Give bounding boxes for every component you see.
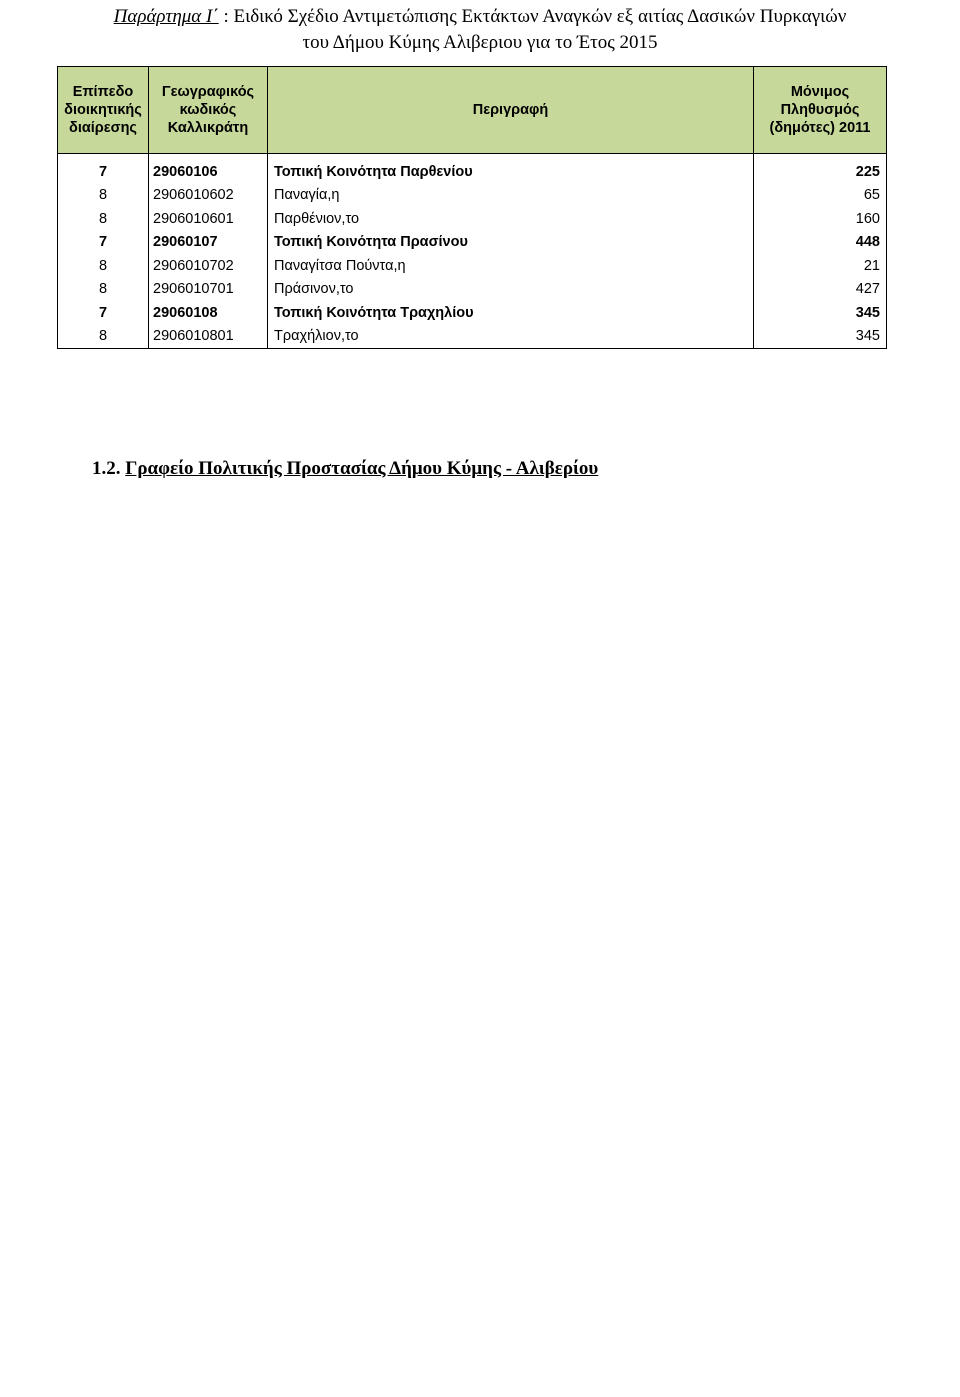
table-row [58, 207, 887, 231]
cell-level: 8 [58, 254, 149, 278]
table-row [58, 301, 887, 325]
cell-population: 160 [754, 207, 887, 231]
table-row [58, 154, 887, 184]
cell-code: 2906010702 [149, 254, 268, 278]
cell-code: 2906010801 [149, 325, 268, 349]
cell-description: Παναγία,η [268, 184, 754, 208]
cell-level: 8 [58, 207, 149, 231]
col-header-description: Περιγραφή [268, 67, 754, 154]
table-header-row [58, 67, 887, 154]
cell-population: 345 [754, 325, 887, 349]
cell-code: 29060107 [149, 231, 268, 255]
cell-population: 65 [754, 184, 887, 208]
col-header-code: Γεωγραφικός κωδικός Καλλικράτη [149, 67, 268, 154]
section-number: 1.2. [92, 458, 126, 479]
table-row [58, 278, 887, 302]
cell-description: Τραχήλιον,το [268, 325, 754, 349]
cell-level: 8 [58, 325, 149, 349]
cell-description: Τοπική Κοινότητα Τραχηλίου [268, 301, 754, 325]
cell-code: 2906010601 [149, 207, 268, 231]
cell-description: Τοπική Κοινότητα Παρθενίου [268, 154, 754, 184]
col-header-population: Μόνιμος Πληθυσμός (δημότες) 2011 [754, 67, 887, 154]
cell-description: Παναγίτσα Πούντα,η [268, 254, 754, 278]
cell-level: 7 [58, 231, 149, 255]
table-row [58, 254, 887, 278]
cell-code: 2906010602 [149, 184, 268, 208]
table-row [58, 231, 887, 255]
cell-description: Παρθένιον,το [268, 207, 754, 231]
cell-code: 2906010701 [149, 278, 268, 302]
cell-level: 7 [58, 154, 149, 184]
header-title: : Ειδικό Σχέδιο Αντιμετώπισης Εκτάκτων Αναγκών εξ αιτίας Δασικών Πυρκαγιών [218, 6, 847, 27]
cell-population: 427 [754, 278, 887, 302]
annex-label: Παράρτημα Ι΄ [113, 6, 219, 27]
section-title: Γραφείο Πολιτικής Προστασίας Δήμου Κύμης - Αλιβερίου [125, 458, 599, 479]
cell-code: 29060106 [149, 154, 268, 184]
cell-population: 345 [754, 301, 887, 325]
cell-population: 448 [754, 231, 887, 255]
cell-population: 225 [754, 154, 887, 184]
page-header [0, 4, 960, 56]
header-line-1 [0, 4, 960, 30]
col-header-level: Επίπεδο διοικητικής διαίρεσης [58, 67, 149, 154]
table-row [58, 184, 887, 208]
cell-code: 29060108 [149, 301, 268, 325]
table-row [58, 325, 887, 349]
cell-level: 8 [58, 278, 149, 302]
population-table [57, 66, 887, 349]
cell-population: 21 [754, 254, 887, 278]
cell-description: Τοπική Κοινότητα Πρασίνου [268, 231, 754, 255]
cell-level: 8 [58, 184, 149, 208]
cell-description: Πράσινον,το [268, 278, 754, 302]
header-line-2: του Δήμου Κύμης Αλιβεριου για το Έτος 2015 [302, 32, 658, 53]
cell-level: 7 [58, 301, 149, 325]
section-heading-1-2 [92, 458, 598, 480]
